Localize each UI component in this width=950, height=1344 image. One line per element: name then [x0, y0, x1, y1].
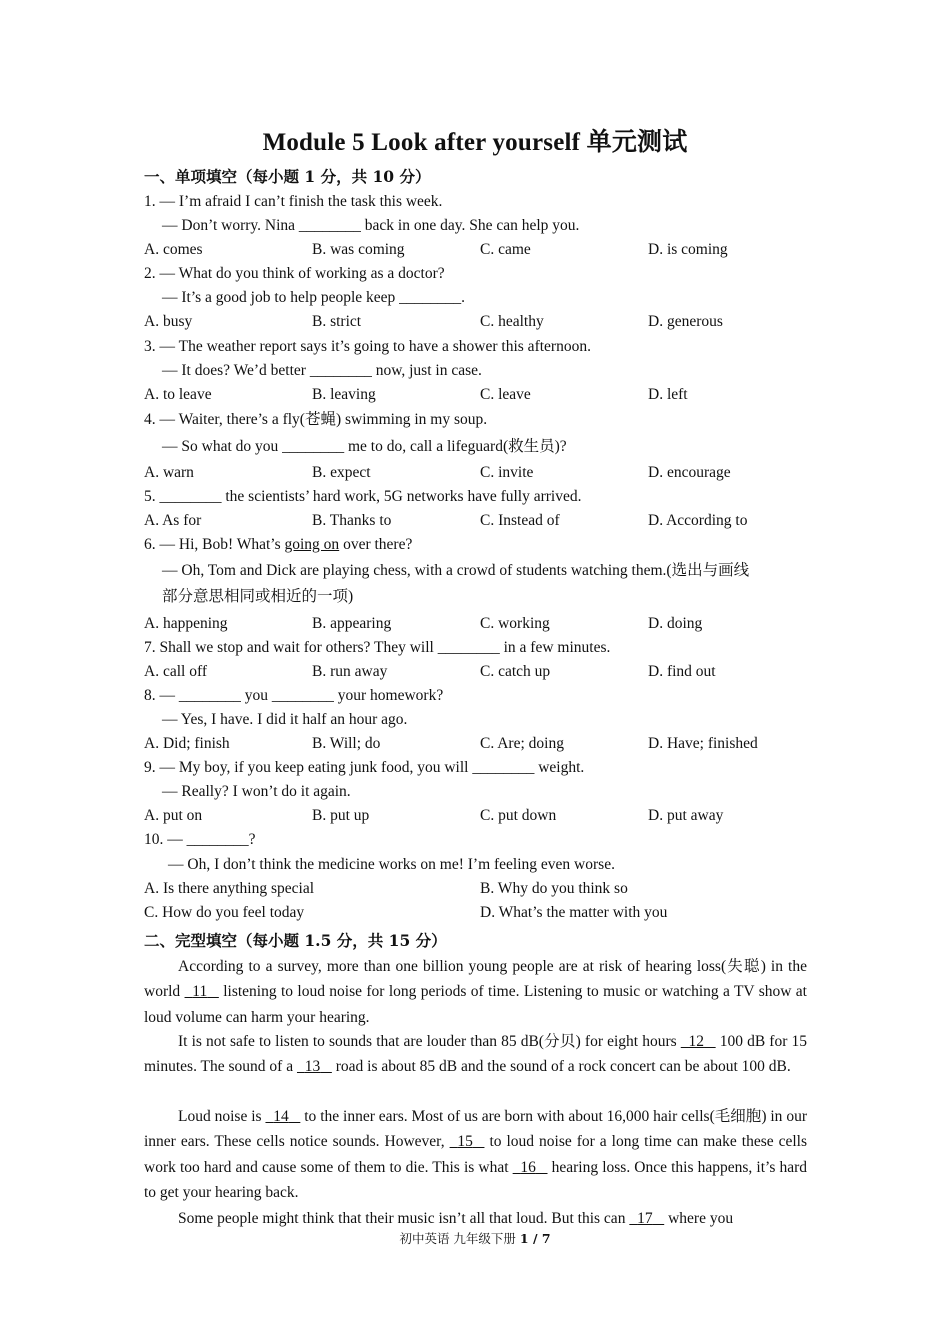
question-6-line-3: 部分意思相同或相近的一项) [162, 588, 354, 605]
question-2-option-b: B. strict [312, 313, 362, 330]
question-2-option-d: D. generous [648, 313, 723, 330]
question-2-option-a: A. busy [144, 313, 193, 330]
question-3-option-a: A. to leave [144, 386, 212, 403]
question-3-line-1: 3. — The weather report says it’s going to have a shower this afternoon. [144, 338, 591, 355]
section-heading-single-choice: 一、单项填空（每小题 1 分，共 10 分） [144, 167, 431, 186]
question-6-option-c: C. working [480, 615, 550, 632]
question-5-option-a: A. As for [144, 512, 202, 529]
page-number: 1 / 7 [519, 1231, 551, 1246]
passage-text: where you [664, 1210, 734, 1227]
passage-paragraph-4 [144, 1206, 807, 1231]
question-9-option-c: C. put down [480, 807, 557, 824]
question-10-option-a: A. Is there anything special [144, 880, 315, 897]
passage-text: Some people might think that their music isn’t all that loud. But this can [178, 1210, 630, 1227]
question-10-option-c: C. How do you feel today [144, 904, 305, 921]
question-7-option-c: C. catch up [480, 663, 551, 680]
question-6-option-d: D. doing [648, 615, 703, 632]
passage-text: to the inner ears. Most of us are born with about 16,000 hair cells(毛细胞) in our inner ears. These cells notice sounds. However, [144, 1108, 807, 1151]
cloze-blank-number: 15 [457, 1133, 473, 1151]
question-1-option-b: B. was coming [312, 241, 405, 258]
cloze-blank-13 [297, 1054, 332, 1079]
question-7-option-d: D. find out [648, 663, 716, 680]
question-5-line-1: 5. ________ the scientists’ hard work, 5G networks have fully arrived. [144, 488, 582, 505]
question-1-option-c: C. came [480, 241, 531, 258]
question-10-line-2: — Oh, I don’t think the medicine works on me! I’m feeling even worse. [168, 856, 615, 873]
cloze-blank-16 [513, 1155, 548, 1180]
question-9-line-2: — Really? I won’t do it again. [162, 783, 351, 800]
question-3-option-d: D. left [648, 386, 688, 403]
question-6-option-a: A. happening [144, 615, 228, 632]
page-footer [0, 1229, 950, 1247]
question-3-line-2: — It does? We’d better ________ now, just in case. [162, 362, 482, 379]
question-6-underlined-phrase: going on [284, 536, 340, 553]
question-6-text-end: over there? [339, 536, 413, 553]
question-4-option-c: C. invite [480, 464, 534, 481]
section-heading-cloze: 二、完型填空（每小题 1.5 分，共 15 分） [144, 931, 447, 950]
question-9-option-b: B. put up [312, 807, 370, 824]
question-8-option-b: B. Will; do [312, 735, 381, 752]
question-7-option-a: A. call off [144, 663, 207, 680]
question-1-line-2: — Don’t worry. Nina ________ back in one day. She can help you. [162, 217, 580, 234]
question-10-option-d: D. What’s the matter with you [480, 904, 668, 921]
question-8-line-1: 8. — ________ you ________ your homework? [144, 687, 444, 704]
cloze-blank-number: 14 [273, 1108, 289, 1125]
question-4-option-d: D. encourage [648, 464, 731, 481]
question-5-option-c: C. Instead of [480, 512, 560, 529]
question-6-line-2: — Oh, Tom and Dick are playing chess, with a crowd of students watching them.(选出与画线 [162, 562, 750, 579]
question-1-line-1: 1. — I’m afraid I can’t finish the task this week. [144, 193, 443, 210]
question-4-option-b: B. expect [312, 464, 371, 481]
question-1-option-d: D. is coming [648, 241, 728, 258]
question-8-option-d: D. Have; finished [648, 735, 758, 752]
passage-text: Loud noise is [178, 1108, 266, 1125]
footer-label: 初中英语 九年级下册 [399, 1231, 520, 1246]
cloze-blank-number: 16 [520, 1158, 536, 1176]
question-10-line-1: 10. — ________? [144, 831, 256, 848]
cloze-blank-number: 11 [192, 983, 208, 1001]
passage-text: listening to loud noise for long periods of time. Listening to music or watching a TV show at loud volume can harm your hearing. [144, 983, 807, 1026]
question-10-option-b: B. Why do you think so [480, 880, 628, 897]
cloze-blank-17 [629, 1206, 664, 1231]
question-7-option-b: B. run away [312, 663, 388, 680]
cloze-blank-number: 13 [304, 1058, 321, 1076]
cloze-blank-number: 12 [688, 1033, 705, 1050]
passage-paragraph-3 [144, 1104, 807, 1205]
question-6-line-1 [144, 535, 412, 555]
question-4-line-2: — So what do you ________ me to do, call a lifeguard(救生员)? [162, 438, 567, 455]
passage-text: to loud noise for a long time can make these cells work too hard and cause some of them to die. This is what [144, 1133, 807, 1176]
question-5-option-b: B. Thanks to [312, 512, 392, 529]
question-4-option-a: A. warn [144, 464, 194, 481]
question-6-text-start: 6. — Hi, Bob! What’s [144, 536, 285, 553]
question-9-line-1: 9. — My boy, if you keep eating junk food, you will ________ weight. [144, 759, 585, 776]
question-1-option-a: A. comes [144, 241, 203, 258]
passage-text: It is not safe to listen to sounds that are louder than 85 dB(分贝) for eight hours [178, 1033, 681, 1050]
question-2-line-1: 2. — What do you think of working as a doctor? [144, 265, 445, 282]
question-7-line-1: 7. Shall we stop and wait for others? They will ________ in a few minutes. [144, 639, 611, 656]
question-2-line-2: — It’s a good job to help people keep ________. [162, 289, 466, 306]
cloze-blank-14 [265, 1104, 300, 1129]
passage-text: According to a survey, more than one billion young people are at risk of hearing loss(失聪) in the world [144, 958, 807, 1001]
passage-text: hearing loss. Once this happens, it’s hard to get your hearing back. [144, 1158, 807, 1201]
question-3-option-c: C. leave [480, 386, 531, 403]
question-4-line-1: 4. — Waiter, there’s a fly(苍蝇) swimming in my soup. [144, 411, 488, 428]
passage-text: road is about 85 dB and the sound of a rock concert can be about 100 dB. [331, 1058, 791, 1076]
question-8-option-c: C. Are; doing [480, 735, 564, 752]
cloze-blank-number: 17 [637, 1210, 653, 1227]
question-2-option-c: C. healthy [480, 313, 544, 330]
question-9-option-a: A. put on [144, 807, 203, 824]
cloze-blank-12 [681, 1029, 716, 1054]
passage-text: 100 dB for 15 minutes. The sound of a [144, 1033, 807, 1076]
cloze-blank-11 [185, 979, 219, 1004]
question-8-option-a: A. Did; finish [144, 735, 230, 752]
question-9-option-d: D. put away [648, 807, 724, 824]
page-title: Module 5 Look after yourself 单元测试 [262, 129, 688, 156]
cloze-blank-15 [450, 1129, 485, 1154]
question-8-line-2: — Yes, I have. I did it half an hour ago. [162, 711, 408, 728]
question-3-option-b: B. leaving [312, 386, 376, 403]
passage-paragraph-1 [144, 954, 807, 1030]
question-5-option-d: D. According to [648, 512, 748, 529]
question-6-option-b: B. appearing [312, 615, 392, 632]
passage-paragraph-2 [144, 1029, 807, 1080]
